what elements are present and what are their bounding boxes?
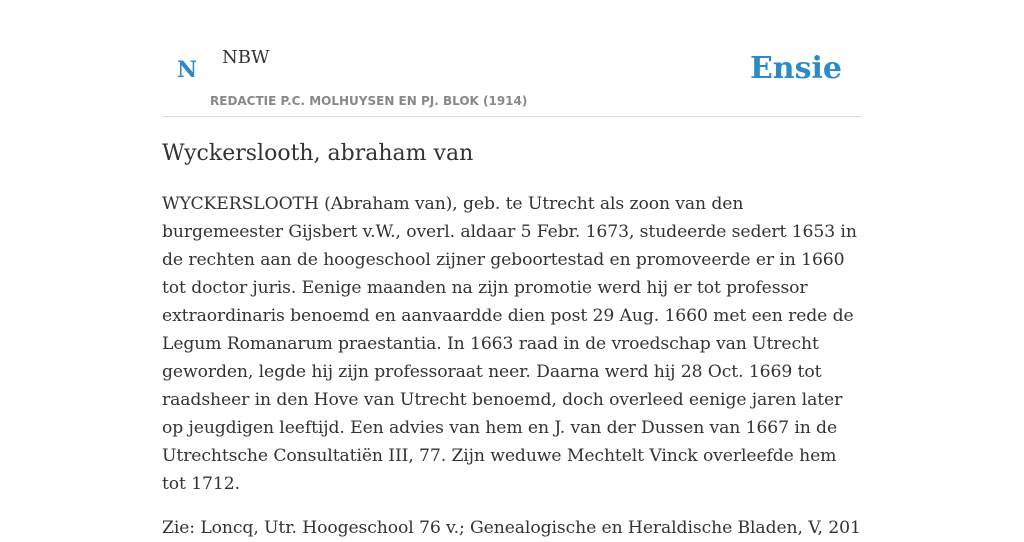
source-subtitle: REDACTIE P.C. MOLHUYSEN EN PJ. BLOK (1914) [210, 94, 528, 108]
source-name[interactable]: NBW [222, 47, 270, 68]
source-logo-icon[interactable]: N [177, 57, 198, 83]
brand-logo[interactable]: Ensie [749, 51, 842, 86]
article [162, 138, 862, 542]
article-title: Wyckerslooth, abraham van [162, 141, 474, 166]
article-paragraph: WYCKERSLOOTH (Abraham van), geb. te Utrecht als zoon van den burgemeester Gijsbert v.W., overl. aldaar 5 Febr. 1673, studeerde sedert 1653 in de rechten aan de hoogeschool zijner geboortestad en promoveerde er in 1660 tot doctor juris. Eenige maanden na zijn promotie werd hij er tot professor extraordinaris benoemd en aanvaardde dien post 29 Aug. 1660 met een rede de Legum Romanarum praestantia. In 1663 raad in de vroedschap van Utrecht geworden, legde hij zijn professoraat neer. Daarna werd hij 28 Oct. 1669 tot raadsheer in den Hove van Utrecht benoemd, doch overleed eenige jaren later op jeugdigen leeftijd. Een advies van hem en J. van der Dussen van 1667 in de Utrechtsche Consultatiën III, 77. Zijn weduwe Mechtelt Vinck overleefde hem tot 1712. [162, 194, 857, 494]
article-references: Zie: Loncq, Utr. Hoogeschool 76 v.; Genealogische en Heraldische Bladen, V, 201 [162, 518, 861, 538]
site-header [162, 0, 862, 117]
